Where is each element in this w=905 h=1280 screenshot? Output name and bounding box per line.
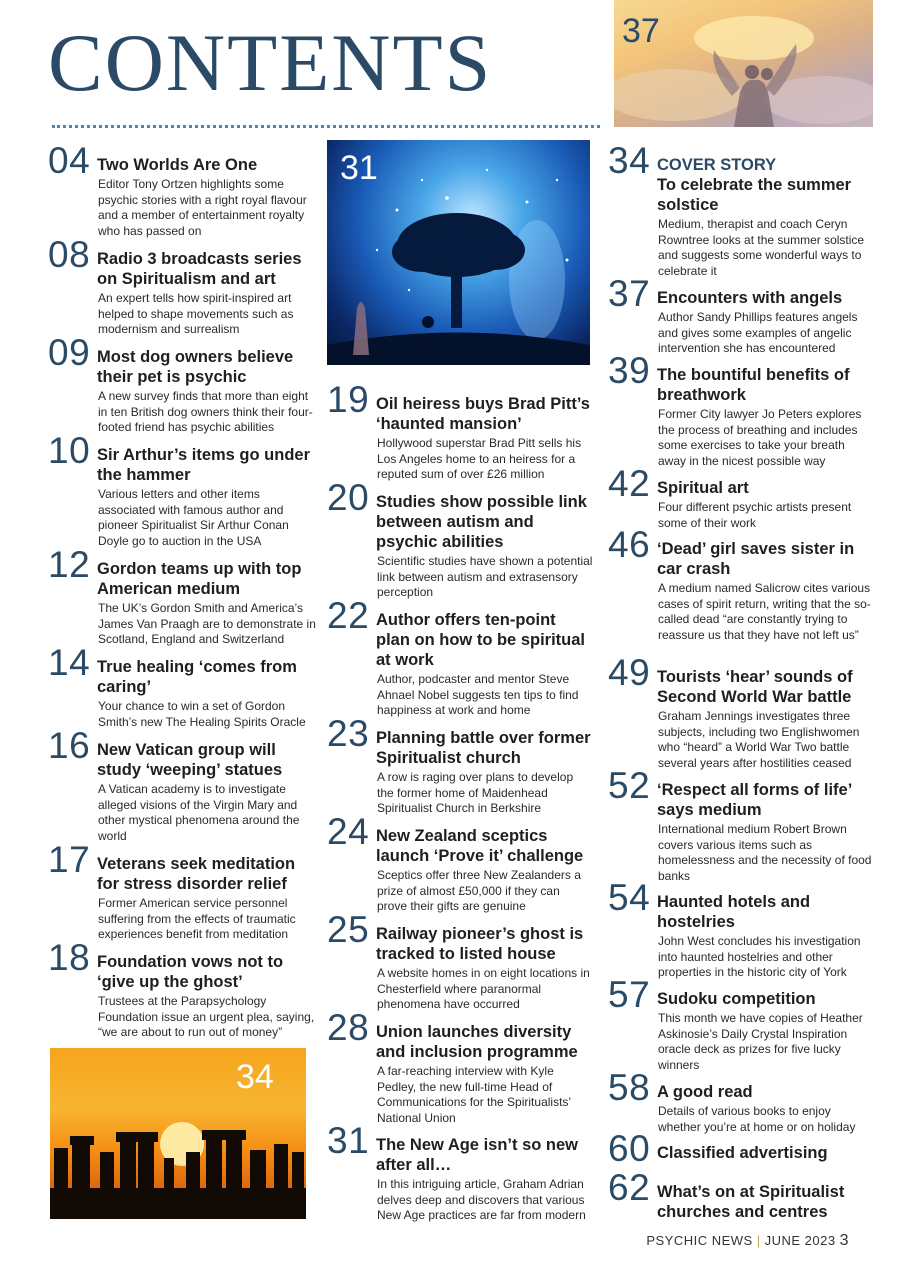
entry-title: Union launches diversity and inclusion programme [376, 1023, 578, 1061]
entry-description: A Vatican academy is to investigate alleged visions of the Virgin Mary and other mystical phenomena around the world [98, 782, 300, 843]
page-number: 09 [48, 332, 91, 373]
contents-entry[interactable] [48, 142, 316, 239]
entry-description: Graham Jennings investigates three subjects, including two Englishwomen who “heard” a World War Two battle several years after hostilities ceased [658, 709, 860, 770]
entry-description: A website homes in on eight locations in Chesterfield where paranormal phenomena have occurred [377, 966, 590, 1012]
contents-entry[interactable] [327, 597, 593, 719]
entry-title: Sir Arthur’s items go under the hammer [97, 446, 311, 484]
entry-description: Former City lawyer Jo Peters explores the process of breathing and includes some exercises to take your breath away in the nicest possible way [658, 407, 862, 468]
page-number: 24 [327, 811, 370, 852]
angels-photo [614, 0, 873, 127]
contents-entry[interactable] [48, 334, 316, 436]
entry-description: Scientific studies have shown a potential link between autism and extrasensory perception [377, 554, 593, 600]
contents-entry[interactable] [48, 546, 316, 648]
entry-title: Haunted hotels and hostelries [657, 893, 811, 931]
page-number: 39 [608, 350, 651, 391]
entry-title: Encounters with angels [657, 289, 843, 307]
entry-title: Studies show possible link between autism and psychic abilities [376, 493, 587, 551]
page-number: 22 [327, 595, 370, 636]
entry-title: Tourists ‘hear’ sounds of Second World War battle [657, 668, 853, 706]
page-number: 25 [327, 909, 370, 950]
page-number: 04 [48, 140, 91, 181]
page-number: 62 [608, 1167, 651, 1208]
page-number: 14 [48, 642, 91, 683]
entry-description: Author, podcaster and mentor Steve Ahnael Nobel suggests ten tips to find happiness at work and home [377, 672, 579, 718]
entry-title: A good read [657, 1083, 753, 1101]
image-page-number: 37 [622, 12, 660, 50]
page-number: 28 [327, 1007, 370, 1048]
contents-entry[interactable] [608, 879, 874, 981]
entry-description: In this intriguing article, Graham Adrian delves deep and discovers that various New Age practices are far from modern [377, 1177, 586, 1223]
contents-entry[interactable] [608, 1128, 874, 1169]
entry-description: A new survey finds that more than eight in ten British dog owners think their four-footed friend has psychic abilities [98, 389, 313, 435]
cover-story-label: COVER STORY [657, 156, 777, 174]
page-number: 49 [608, 652, 651, 693]
entry-title: The bountiful benefits of breathwork [657, 366, 850, 404]
page-number: 46 [608, 524, 651, 565]
image-page-number: 31 [340, 149, 378, 187]
page-number: 17 [48, 839, 91, 880]
entry-title: New Zealand sceptics launch ‘Prove it’ challenge [376, 827, 584, 865]
entry-description: This month we have copies of Heather Askinosie’s Daily Crystal Inspiration oracle deck as prizes for five lucky winners [658, 1011, 863, 1072]
page-number: 42 [608, 463, 651, 504]
contents-entry[interactable] [608, 465, 874, 531]
contents-entry[interactable] [48, 432, 316, 549]
entry-description: Sceptics offer three New Zealanders a prize of almost £50,000 if they can prove their gifts are genuine [377, 868, 581, 914]
entry-title: Foundation vows not to ‘give up the ghost’ [97, 953, 284, 991]
page-number: 37 [608, 273, 651, 314]
entry-description: Former American service personnel suffering from the effects of traumatic experiences benefit from meditation [98, 896, 296, 942]
tree-meditation-photo [327, 140, 590, 365]
page-number: 31 [327, 1120, 370, 1161]
page-number: 18 [48, 937, 91, 978]
contents-entry[interactable] [608, 1169, 874, 1222]
page-number: 34 [608, 140, 651, 181]
page-number: 52 [608, 765, 651, 806]
entry-description: An expert tells how spirit-inspired art helped to shape movements such as modernism and surrealism [98, 291, 294, 337]
entry-title: ‘Respect all forms of life’ says medium [657, 781, 852, 819]
contents-entry[interactable] [608, 1069, 874, 1135]
entry-title: Railway pioneer’s ghost is tracked to listed house [376, 925, 584, 963]
contents-entry[interactable] [48, 939, 316, 1041]
issue-date: JUNE 2023 [764, 1233, 836, 1248]
contents-entry[interactable] [608, 526, 874, 643]
contents-entry[interactable] [327, 1122, 593, 1224]
entry-description: Four different psychic artists present some of their work [658, 500, 852, 530]
contents-entry[interactable] [608, 654, 874, 771]
entry-title: Two Worlds Are One [97, 156, 258, 174]
contents-entry[interactable] [608, 275, 874, 357]
entry-description: Medium, therapist and coach Ceryn Rowntree looks at the summer solstice and suggests some wonderful ways to celebrate it [658, 217, 865, 278]
entry-description: Various letters and other items associated with famous author and pioneer Spiritualist Sir Arthur Conan Doyle go to auction in the USA [98, 487, 289, 548]
contents-entry[interactable] [327, 715, 593, 817]
contents-entry[interactable] [327, 479, 593, 601]
entry-description: Trustees at the Parapsychology Foundation issue an urgent plea, saying, “we are about to run out of money” [98, 994, 315, 1040]
contents-entry[interactable] [608, 352, 874, 469]
contents-entry[interactable] [327, 813, 593, 915]
page-number: 23 [327, 713, 370, 754]
publication-name: PSYCHIC NEWS [646, 1233, 753, 1248]
contents-entry[interactable] [48, 727, 316, 844]
entry-description: John West concludes his investigation into haunted hostelries and other properties in the historic city of York [658, 934, 861, 980]
page-number: 10 [48, 430, 91, 471]
stonehenge-photo [50, 1048, 306, 1219]
contents-entry[interactable] [327, 1009, 593, 1126]
contents-entry[interactable] [608, 976, 874, 1073]
entry-title: The New Age isn’t so new after all… [376, 1136, 579, 1174]
entry-title: Planning battle over former Spiritualist church [376, 729, 591, 767]
entry-description: A far-reaching interview with Kyle Pedley, the new full-time Head of Communications for the Spiritualists’ National Union [377, 1064, 571, 1125]
page-number: 57 [608, 974, 651, 1015]
entry-description: Details of various books to enjoy whether you’re at home or on holiday [658, 1104, 856, 1134]
contents-entry[interactable] [48, 236, 316, 338]
entry-title: Radio 3 broadcasts series on Spiritualism and art [97, 250, 302, 288]
entry-title: ‘Dead’ girl saves sister in car crash [657, 540, 855, 578]
page-number: 12 [48, 544, 91, 585]
image-page-number: 34 [236, 1058, 274, 1096]
entry-description: Editor Tony Ortzen highlights some psychic stories with a right royal flavour and a member of entertainment royalty who has passed on [98, 177, 307, 238]
entry-title: Most dog owners believe their pet is psychic [97, 348, 294, 386]
page-folio: 3 [839, 1232, 849, 1249]
entry-title: Veterans seek meditation for stress disorder relief [97, 855, 296, 893]
entry-title: Gordon teams up with top American medium [97, 560, 302, 598]
entry-description: International medium Robert Brown covers various items such as homelessness and the necessity of food banks [658, 822, 872, 883]
entry-title: To celebrate the summer solstice [657, 176, 852, 214]
entry-description: A medium named Salicrow cites various cases of spirit return, writing that the so-called dead “are constantly trying to reassure us that they have not left us” [658, 581, 871, 642]
page-number: 20 [327, 477, 370, 518]
page-number: 58 [608, 1067, 651, 1108]
page-number: 54 [608, 877, 651, 918]
entry-title: Oil heiress buys Brad Pitt’s ‘haunted mansion’ [376, 395, 590, 433]
page-number: 08 [48, 234, 91, 275]
page-footer [646, 1232, 849, 1250]
entry-description: Hollywood superstar Brad Pitt sells his Los Angeles home to an heiress for a reputed sum of over £26 million [377, 436, 582, 482]
entry-title: Sudoku competition [657, 990, 816, 1008]
contents-entry[interactable] [48, 841, 316, 943]
entry-description: Author Sandy Phillips features angels and gives some examples of angelic intervention she has encountered [658, 310, 858, 356]
page-number: 19 [327, 379, 370, 420]
cover-story-entry[interactable] [608, 142, 874, 279]
entry-title: What’s on at Spiritualist churches and centres [657, 1183, 845, 1221]
footer-separator: | [756, 1233, 761, 1248]
contents-entry[interactable] [327, 911, 593, 1013]
entry-title: New Vatican group will study ‘weeping’ statues [97, 741, 283, 779]
entry-title: Spiritual art [657, 479, 749, 497]
page-number: 60 [608, 1128, 651, 1169]
entry-description: Your chance to win a set of Gordon Smith’s new The Healing Spirits Oracle [98, 699, 306, 729]
entry-title: Author offers ten-point plan on how to be spiritual at work [376, 611, 585, 669]
contents-entry[interactable] [608, 767, 874, 884]
contents-entry[interactable] [48, 644, 316, 730]
entry-title: Classified advertising [657, 1144, 828, 1162]
page-title: CONTENTS [48, 17, 493, 108]
contents-entry[interactable] [327, 381, 593, 483]
entry-description: The UK’s Gordon Smith and America’s James Van Praagh are to demonstrate in Scotland, England and Switzerland [98, 601, 316, 647]
entry-description: A row is raging over plans to develop the former home of Maidenhead Spiritualist Church in Berkshire [377, 770, 574, 816]
dotted-divider [52, 125, 600, 128]
entry-title: True healing ‘comes from caring’ [97, 658, 297, 696]
page-number: 16 [48, 725, 91, 766]
